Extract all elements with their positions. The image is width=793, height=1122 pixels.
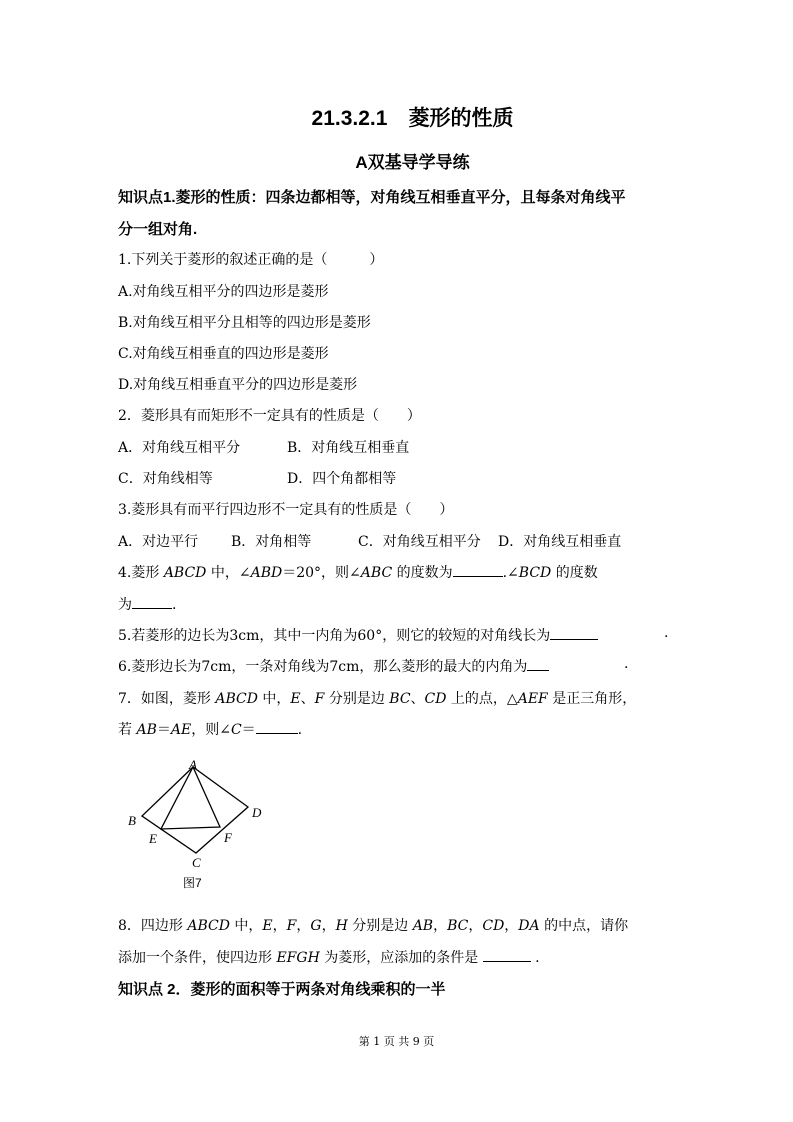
q5-line: 5.若菱形的边长为3cm，其中一内角为60°，则它的较短的对角线长为 bbox=[118, 625, 598, 645]
point-label-e: E bbox=[149, 831, 157, 846]
q7-answer-blank[interactable] bbox=[256, 719, 298, 734]
q8-answer-blank[interactable] bbox=[483, 947, 531, 962]
q5-end: . bbox=[664, 625, 669, 641]
q8-line2: 添加一个条件，使四边形 EFGH 为菱形，应添加的条件是 . bbox=[118, 947, 540, 967]
knowledge-point-1-line1: 知识点1.菱形的性质：四条边都相等，对角线互相垂直平分，且每条对角线平 bbox=[118, 189, 626, 206]
rhombus-figure bbox=[120, 755, 280, 895]
rhombus-abcd bbox=[142, 767, 248, 853]
q1-option-d: D.对角线互相垂直平分的四边形是菱形 bbox=[118, 377, 358, 393]
page-title: 21.3.2.1 菱形的性质 bbox=[311, 107, 514, 130]
figure-caption: 图7 bbox=[183, 876, 202, 890]
q1-stem: 1.下列关于菱形的叙述正确的是（ ） bbox=[118, 252, 384, 268]
q2-option-b: B．对角线互相垂直 bbox=[287, 440, 410, 456]
q3-option-c: C．对角线互相平分 bbox=[358, 534, 481, 550]
triangle-aef bbox=[161, 767, 220, 829]
page-footer: 第 1 页 共 9 页 bbox=[358, 1035, 435, 1048]
point-label-c: C bbox=[192, 855, 201, 870]
q1-option-a: A.对角线互相平分的四边形是菱形 bbox=[118, 284, 329, 300]
q2-option-c: C．对角线相等 bbox=[118, 471, 213, 487]
q5-answer-blank[interactable] bbox=[550, 625, 598, 640]
q2-option-a: A．对角线互相平分 bbox=[118, 440, 241, 456]
q4-line1: 4.菱形 ABCD 中，∠ABD＝20°，则∠ABC 的度数为 .∠BCD 的度数 bbox=[118, 562, 598, 582]
point-label-a: A bbox=[189, 757, 197, 772]
q6-line: 6.菱形边长为7cm，一条对角线为7cm，那么菱形的最大的内角为 bbox=[118, 656, 549, 676]
q6-end: . bbox=[624, 656, 629, 672]
q8-line1: 8．四边形 ABCD 中，E，F，G，H 分别是边 AB，BC，CD，DA 的中点，请你 bbox=[118, 918, 629, 934]
section-subtitle: A双基导学导练 bbox=[355, 153, 470, 172]
q3-stem: 3.菱形具有而平行四边形不一定具有的性质是（ ） bbox=[118, 502, 454, 518]
q7-line2: 若 AB＝AE，则∠C＝ . bbox=[118, 719, 302, 739]
q7-line1: 7．如图，菱形 ABCD 中，E、F 分别是边 BC、CD 上的点，△AEF 是正三角形， bbox=[118, 691, 637, 707]
q3-option-d: D．对角线互相垂直 bbox=[498, 534, 622, 550]
q4-answer-blank-bcd[interactable] bbox=[132, 594, 172, 609]
q1-option-c: C.对角线互相垂直的四边形是菱形 bbox=[118, 346, 329, 362]
q2-option-d: D．四个角都相等 bbox=[287, 471, 397, 487]
q2-stem: 2．菱形具有而矩形不一定具有的性质是（ ） bbox=[118, 408, 421, 424]
point-label-d: D bbox=[252, 805, 262, 820]
knowledge-point-1-line2: 分一组对角. bbox=[118, 221, 198, 238]
q1-option-b: B.对角线互相平分且相等的四边形是菱形 bbox=[118, 315, 371, 331]
q3-option-b: B．对角相等 bbox=[231, 534, 312, 550]
q3-option-a: A．对边平行 bbox=[118, 534, 199, 550]
q4-answer-blank-abc[interactable] bbox=[453, 562, 503, 577]
q6-answer-blank[interactable] bbox=[527, 656, 549, 671]
point-label-f: F bbox=[224, 830, 232, 845]
knowledge-point-2: 知识点 2．菱形的面积等于两条对角线乘积的一半 bbox=[118, 981, 446, 998]
q4-line2: 为 . bbox=[118, 594, 176, 614]
point-label-b: B bbox=[128, 813, 136, 828]
